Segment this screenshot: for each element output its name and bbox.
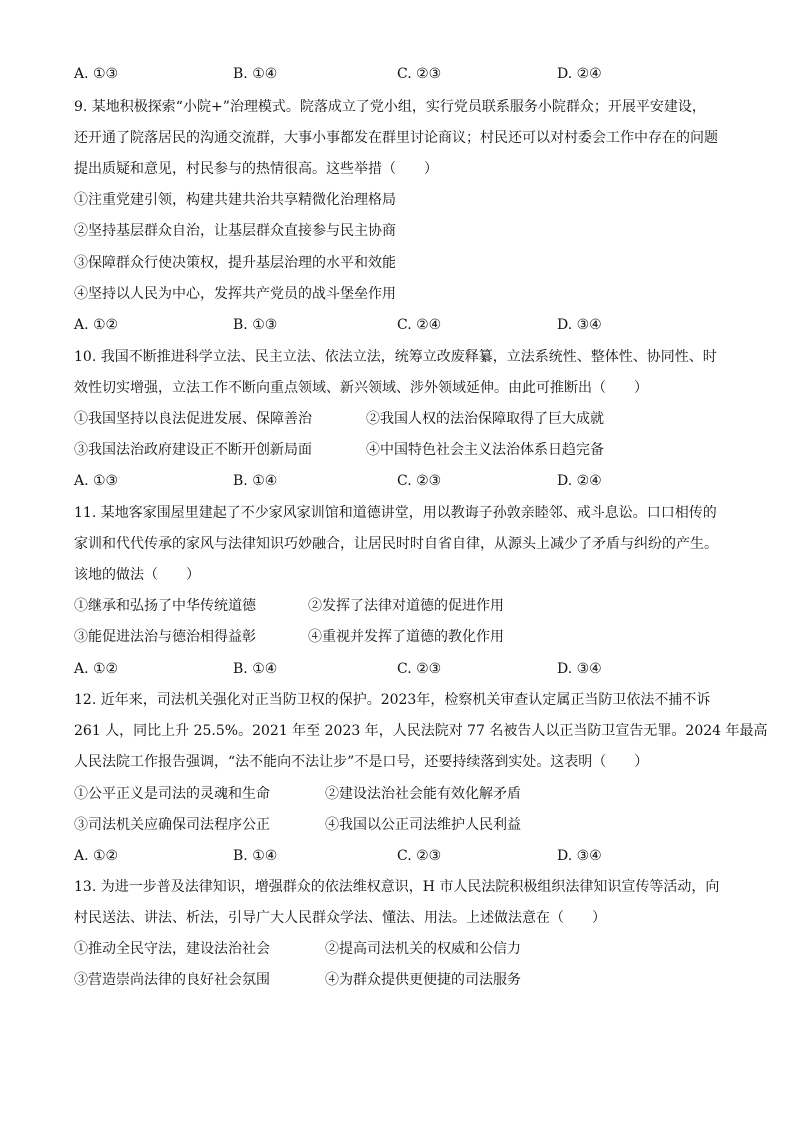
option-c[interactable]: C. ②④ [397, 317, 442, 333]
option-b[interactable]: B. ①④ [233, 661, 278, 677]
statement-item: ②发挥了法律对道德的促进作用 [308, 598, 504, 614]
question-stem-line: 11. 某地客家围屋里建起了不少家风家训馆和道德讲堂，用以教诲子孙敦亲睦邻、戒斗息讼。口口相传的 [74, 505, 717, 521]
option-a[interactable]: A. ①② [74, 848, 119, 864]
statement-item: ②建设法治社会能有效化解矛盾 [325, 786, 521, 802]
question-stem-line: 13. 为进一步普及法律知识，增强群众的依法维权意识，H 市人民法院积极组织法律知识宣传等活动，向 [74, 879, 720, 895]
statement-item: ①公平正义是司法的灵魂和生命 [74, 786, 270, 802]
question-stem-line: 261 人，同比上升 25.5%。2021 年至 2023 年，人民法院对 77 名被告人以正当防卫宣告无罪。2024 年最高 [74, 723, 768, 739]
option-c[interactable]: C. ②③ [397, 473, 442, 489]
option-d[interactable]: D. ③④ [557, 661, 602, 677]
statement-item: ③保障群众行使决策权，提升基层治理的水平和效能 [74, 255, 396, 271]
question-stem-line: 村民送法、讲法、析法，引导广大人民群众学法、懂法、用法。上述做法意在（ ） [74, 910, 606, 926]
statement-item: ③我国法治政府建设正不断开创新局面 [74, 442, 312, 458]
option-a[interactable]: A. ①② [74, 317, 119, 333]
option-b[interactable]: B. ①④ [233, 66, 278, 82]
statement-item: ④重视并发挥了道德的教化作用 [308, 629, 504, 645]
statement-item: ①推动全民守法，建设法治社会 [74, 941, 270, 957]
statement-item: ③能促进法治与德治相得益彰 [74, 629, 256, 645]
statement-item: ④中国特色社会主义法治体系日趋完备 [366, 442, 604, 458]
question-stem-line: 10. 我国不断推进科学立法、民主立法、依法立法，统筹立改废释纂，立法系统性、整体性、协同性、时 [74, 349, 717, 365]
statement-item: ③营造崇尚法律的良好社会氛围 [74, 972, 270, 988]
statement-item: ④为群众提供更便捷的司法服务 [325, 972, 521, 988]
statement-item: ①我国坚持以良法促进发展、保障善治 [74, 411, 312, 427]
statement-item: ②坚持基层群众自治，让基层群众直接参与民主协商 [74, 223, 396, 239]
option-a[interactable]: A. ①③ [74, 66, 119, 82]
option-c[interactable]: C. ②③ [397, 66, 442, 82]
option-a[interactable]: A. ①② [74, 661, 119, 677]
option-b[interactable]: B. ①③ [233, 317, 278, 333]
question-stem-line: 提出质疑和意见，村民参与的热情很高。这些举措（ ） [74, 161, 438, 177]
option-b[interactable]: B. ①④ [233, 473, 278, 489]
statement-item: ④坚持以人民为中心，发挥共产党员的战斗堡垒作用 [74, 286, 396, 302]
question-stem-line: 人民法院工作报告强调，“法不能向不法让步”不是口号，还要持续落到实处。这表明（ ） [74, 754, 649, 770]
question-stem-line: 12. 近年来，司法机关强化对正当防卫权的保护。2023年，检察机关审查认定属正当防卫依法不捕不诉 [74, 692, 711, 708]
question-stem-line: 该地的做法（ ） [74, 567, 200, 583]
question-stem-line: 家训和代代传承的家风与法律知识巧妙融合，让居民时时自省自律，从源头上减少了矛盾与纠纷的产生。 [74, 536, 718, 552]
statement-item: ②我国人权的法治保障取得了巨大成就 [366, 411, 604, 427]
statement-item: ①注重党建引领，构建共建共治共享精微化治理格局 [74, 192, 396, 208]
statement-item: ④我国以公正司法维护人民利益 [325, 817, 521, 833]
option-d[interactable]: D. ②④ [557, 66, 602, 82]
option-d[interactable]: D. ③④ [557, 317, 602, 333]
option-c[interactable]: C. ②③ [397, 661, 442, 677]
option-d[interactable]: D. ③④ [557, 848, 602, 864]
option-b[interactable]: B. ①④ [233, 848, 278, 864]
question-stem-line: 还开通了院落居民的沟通交流群，大事小事都发在群里讨论商议；村民还可以对村委会工作中存在的问题 [74, 130, 718, 146]
statement-item: ③司法机关应确保司法程序公正 [74, 817, 270, 833]
option-a[interactable]: A. ①③ [74, 473, 119, 489]
statement-item: ②提高司法机关的权威和公信力 [325, 941, 521, 957]
question-stem-line: 9. 某地积极探索“小院+”治理模式。院落成立了党小组，实行党员联系服务小院群众；开展平安建设， [74, 99, 706, 115]
statement-item: ①继承和弘扬了中华传统道德 [74, 598, 256, 614]
question-stem-line: 效性切实增强，立法工作不断向重点领域、新兴领域、涉外领域延伸。由此可推断出（ ） [74, 380, 648, 396]
option-c[interactable]: C. ②③ [397, 848, 442, 864]
option-d[interactable]: D. ②④ [557, 473, 602, 489]
